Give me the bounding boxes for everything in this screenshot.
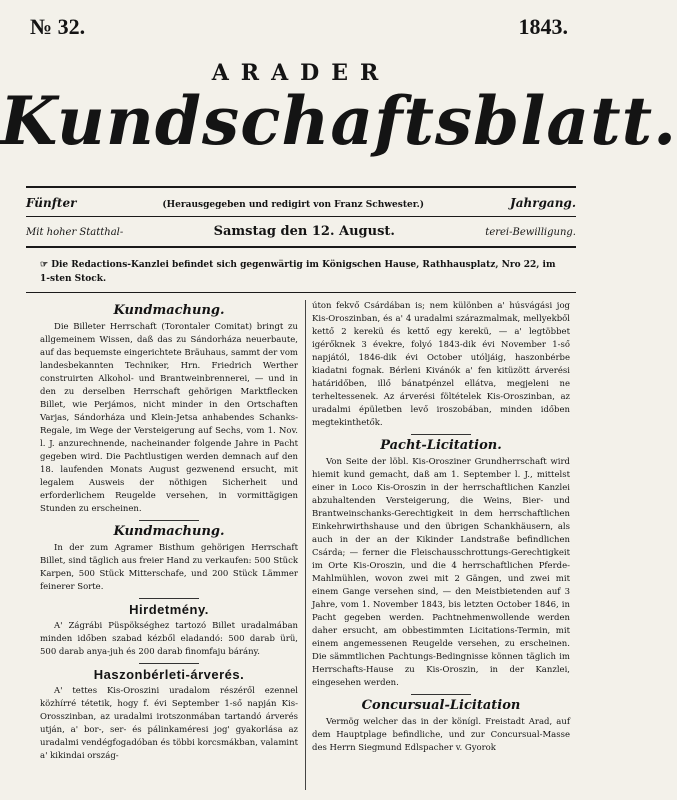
year: 1843.: [518, 14, 568, 39]
separator: [139, 663, 199, 664]
redaction-notice: ☞ Die Redactions-Kanzlei befindet sich gegenwärtig im Königschen Hause, Rathhausplatz, Nro 22, im 1-sten Stock.: [40, 260, 556, 284]
editor-line: (Herausgegeben und redigirt von Franz Schwester.): [162, 200, 425, 210]
article-continuation: úton fekvő Csárdában is; nem különben a' húsvágási jog Kis-Oroszinban, és a' 4 uradalmi szárazmalmak, mellyekből kettő 2 kerekü és kettő egy kerekü, — a' legtöbbet igérőknek 3 évekre, folyó 1843-dik évi November 1-ső napjától, 1846-dik évi October utóljáig, haszonbérbe kiadatni fognak. Bérleni Kivánók a' fen kitüzött árverési határidőben, illő bánatpénzel ellátva, megjeleni ne terheltessenek. Az árverési föltételek Kis-Oroszinban, az uradalmi épületben levő iroszobában, minden időben megtekinthetők.: [312, 301, 570, 428]
article-concursual: Vermög welcher das in der könígl. Freistadt Arad, auf dem Hauptplage befindliche, und zur Concursual-Masse des Herrn Siegmund Edlspacher v. Gyorok: [312, 717, 570, 753]
middle-rule: [26, 216, 576, 217]
date-line: [26, 224, 576, 239]
city-name: ARADER: [211, 60, 391, 86]
permit-right: terei-Bewilligung.: [485, 227, 576, 238]
article-kis-oroszini: A' tettes Kis-Oroszini uradalom részéről ezennel közhírré tétetik, hogy f. évi September 1-ső napján Kis-Orosszinban, az uradalmi irotszonmában tartandó árverés utján, a' bor-, ser- és pálinkaméresi jog' gyakorlása az uradalmi vendégfogadóban és többi korcsmákban, valamint a' kikindai ország-: [40, 686, 298, 761]
permit-left: Mit hoher Statthal-: [26, 227, 124, 238]
separator: [139, 520, 199, 521]
masthead-title: Kundschaftsblatt.: [0, 82, 677, 160]
article-billeter-herrschaft: Die Billeter Herrschaft (Torontaler Comitat) bringt zu allgemeinem Wissen, daß das zu Sándorháza neuerbaute, auf das bequemste eingerichtete Bräuhaus, sammt der vom landesbekannten Techniker, Hrn. Friedrich Werther construirten Alkohol- und Brantweinbrennerei, — und in den zu derselben Herrschaft gehörigen Marktflecken Billet, wie Perjámos, nicht minder in den Ortschaften Varjas, Sándorháza und Klein-Jetsa anhabendes Schanks-Regale, im Wege der Versteigerung auf Sechs, vom 1. Nov. l. J. anzurechnende, nacheinander folgende Jahre in Pacht gegeben wird. Die Pachtlustigen werden demnach auf den 18. laufenden Monats August gezwenend ersucht, mit legalem Ausweis der nöthigen Sicherheit und erforderlichem Reugelde versehen, in vormittägigen Stunden zu erscheinen.: [40, 322, 298, 514]
issue-date: Samstag den 12. August.: [213, 224, 395, 239]
volume-line: [26, 196, 576, 210]
heading-hirdetmeny: Hirdetmény.: [129, 602, 209, 617]
volume-left: Fünfter: [26, 196, 77, 210]
article-zagrabi: A' Zágrábi Püspökséghez tartozó Billet uradalmában minden időben szabad kézből eladandó: 500 darab ürü, 500 darab anya-juh és 200 darab finomfaju bárány.: [40, 621, 298, 657]
heading-haszonberleti: Haszonbérleti-árverés.: [93, 667, 245, 682]
heading-concursual: Concursual-Licitation: [361, 698, 521, 713]
issue-number: № 32.: [30, 14, 86, 39]
left-column: [40, 300, 298, 765]
separator: [139, 598, 199, 599]
right-column: [312, 300, 570, 757]
volume-right: Jahrgang.: [510, 196, 576, 210]
heading-kundmachung-1: Kundmachung.: [113, 303, 225, 318]
top-rule: [26, 186, 576, 188]
column-divider: [305, 300, 306, 790]
article-agramer-bisthum: In der zum Agramer Bisthum gehörigen Herrschaft Billet, sind täglich aus freier Hand zu verkaufen: 500 Stück Karpen, 500 Stück Mitterschafe, und 200 Stück Lämmer feinerer Sorte.: [40, 543, 298, 592]
separator: [411, 694, 471, 695]
heading-pacht-licitation: Pacht-Licitation.: [380, 438, 502, 453]
heading-kundmachung-2: Kundmachung.: [113, 524, 225, 539]
article-pacht: Von Seite der löbl. Kis-Orosziner Grundherrschaft wird hiemit kund gemacht, daß am 1. September l. J., mittelst einer in Loco Kis-Oroszin in der herrschaftlichen Kanzlei abzuhaltenden Versteigerung, die Weins, Bier- und Brantweinschanks-Gerechtigkeit in dem herrschaftlichen Einkehrwirthshause und den übrigen Schankhäusern, als auch in der an der Kikinder Landstraße befindlichen Csárda; — ferner die Fleischausschrottungs-Gerechtigkeit im Orte Kis-Oroszin, und die 4 herrschaftlichen Pferde-Mahlmühlen, wovon zwei mit 2 Gängen, und zwei mit einem Gange versehen sind, — den Meistbietenden auf 3 Jahre, vom 1. November 1843, bis letzten October 1846, in Pacht gegeben werden. Pachtnehmenwollende werden daher ersucht, am obbestimmten Licitations-Termin, mit einem angemessenen Reugelde versehen, zu erscheinen. Die sämmtlichen Pachtungs-Bedingnisse können täglich im Herrschafts-Hause zu Kis-Oroszin, in der Kanzlei, eingesehen werden.: [312, 457, 570, 688]
notice-rule: [26, 292, 576, 293]
bottom-rule: [26, 246, 576, 248]
separator: [411, 434, 471, 435]
